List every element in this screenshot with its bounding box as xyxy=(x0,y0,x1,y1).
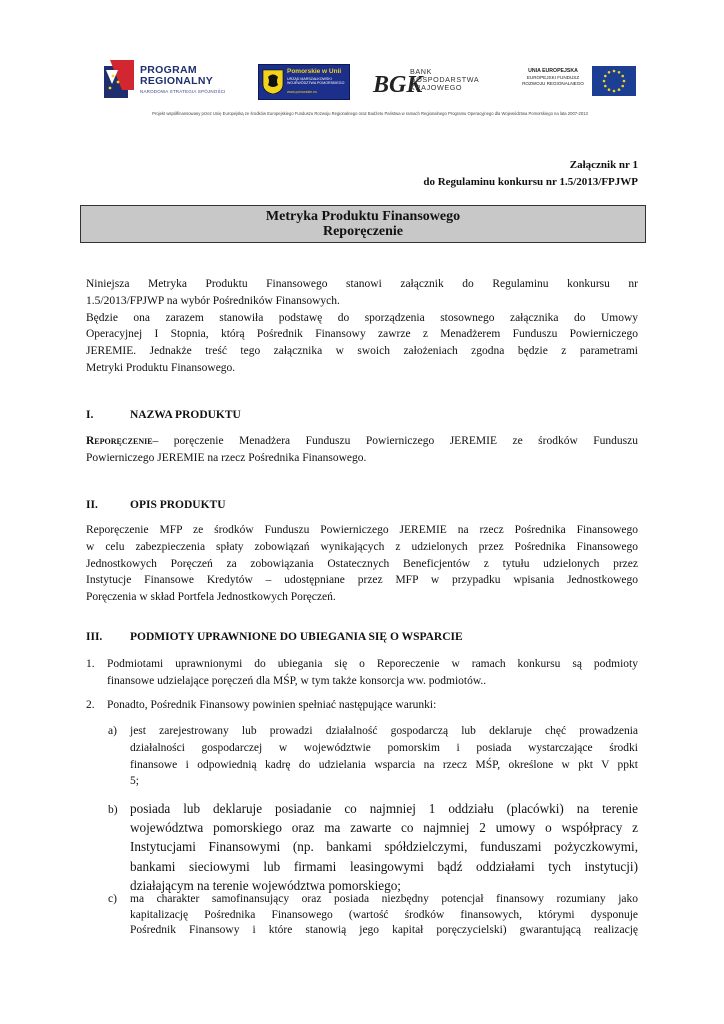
sub-b-marker: b) xyxy=(108,804,118,816)
program-regionalny-mark-icon xyxy=(104,60,134,100)
sub-a-line3: finansowe i odpowiednią kadrę do udzielania wsparcia na rzecz MŚP, określone w pkt V ppkt xyxy=(130,758,638,771)
section-2-title: OPIS PRODUKTU xyxy=(130,499,226,511)
section-1-line1-wrap xyxy=(86,433,638,450)
item-2-marker: 2. xyxy=(86,699,95,711)
section-2-line4: Instytucje Finansowe Kredytów – udostępniane przez MFP w przypadku wpisania Jednostkowego xyxy=(86,574,638,587)
program-line3: NARODOWA STRATEGIA SPÓJNOŚCI xyxy=(140,89,226,94)
intro-line2: 1.5/2013/FPJWP na wybór Pośredników Finansowych. xyxy=(86,294,340,307)
sub-c-marker: c) xyxy=(108,893,117,905)
document-subtitle: Reporęczenie xyxy=(322,224,404,239)
sub-c-line1: ma charakter samofinansujący oraz posiada niezbędny potencjał finansowy rozumiany jako xyxy=(130,893,638,905)
sub-b-line5: działającym na terenie województwa pomorskiego; xyxy=(130,877,401,893)
document-title-box xyxy=(80,205,646,243)
pomorskie-logo xyxy=(258,64,350,100)
sub-c-line2: kapitalizację Pośrednika Finansowego (wartość środków finansowych, którymi dysponuje xyxy=(130,908,638,921)
section-1-heading xyxy=(86,409,241,421)
pomorskie-crest-icon xyxy=(262,69,284,95)
eu-line3: ROZWOJU REGIONALNEGO xyxy=(522,81,584,86)
sub-a-line2: działalności gospodarczej w województwie pomorskim i posiada wystarczające środki xyxy=(130,741,638,754)
logo-bar xyxy=(100,58,640,104)
section-2-line5: Poręczenia w skład Portfela Jednostkowych Poręczeń. xyxy=(86,591,336,604)
annex-line2: do Regulaminu konkursu nr 1.5/2013/FPJWP xyxy=(423,175,638,188)
section-3-item-2 xyxy=(86,697,638,714)
bgk-line3: KRAJOWEGO xyxy=(410,83,463,92)
program-line2: REGIONALNY xyxy=(140,75,214,87)
intro-line6: Metryki Produktu Finansowego. xyxy=(86,361,236,374)
eu-flag-icon xyxy=(592,66,636,96)
section-1-number: I. xyxy=(86,409,94,421)
intro-line4: Operacyjnej I Stopnia, którą Pośrednik Finansowy zawrze z Menadżerem Funduszu Powierniczego xyxy=(86,328,638,341)
program-line1: PROGRAM xyxy=(140,64,197,76)
sub-b-line2: województwa pomorskiego oraz ma zawarte co najmniej 2 umowy o współpracy z xyxy=(130,820,638,836)
bgk-line1: BANK xyxy=(410,67,432,76)
section-2-line1: Reporęczenie MFP ze środków Funduszu Powierniczego JEREMIE na rzecz Pośrednika Finansowego xyxy=(86,524,638,536)
cofinancing-note: Projekt współfinansowany przez Unię Europejską ze środków Europejskiego Funduszu Rozwoju Regionalnego oraz Budżetu Państwa w ramach Regionalnego Programu Operacyjnego dla Województwa Pomorskiego na lata 2007-2013 xyxy=(152,111,588,116)
section-3-title: PODMIOTY UPRAWNIONE DO UBIEGANIA SIĘ O WSPARCIE xyxy=(130,631,463,643)
intro-line5: JEREMIE. Jednakże treść tego załącznika w swoich założeniach zgodna będzie z parametrami xyxy=(86,345,638,358)
sub-b-text xyxy=(130,799,638,895)
intro-paragraph xyxy=(86,276,638,377)
annex-line1: Załącznik nr 1 xyxy=(569,159,638,171)
item-1-marker: 1. xyxy=(86,658,95,670)
intro-line3: Będzie ona zarazem stanowiła podstawę do sporządzenia stosownego załącznika do Umowy xyxy=(86,311,638,324)
item-1-line1: Podmiotami uprawnionymi do ubiegania się o Reporeczenie w ramach konkursu są podmioty xyxy=(107,658,638,670)
section-2-line2: w celu zabezpieczenia spłaty zobowiązań wynikających z udzielonych przez Pośrednika Finansowego xyxy=(86,540,638,553)
intro-line1: Niniejsza Metryka Produktu Finansowego stanowi załącznik do Regulaminu konkursu nr xyxy=(86,278,638,290)
section-3-number: III. xyxy=(86,631,103,643)
pomorskie-line1: Pomorskie w Unii xyxy=(287,68,342,75)
sub-a-marker: a) xyxy=(108,725,117,737)
sub-item-c xyxy=(108,892,638,939)
pomorskie-line2: URZĄD MARSZAŁKOWSKI WOJEWÓDZTWA POMORSKIEGO xyxy=(287,77,345,86)
eu-logo xyxy=(518,58,640,104)
section-2-paragraph xyxy=(86,522,638,606)
eu-line2: EUROPEJSKI FUNDUSZ xyxy=(526,75,580,80)
sub-b-line3: Instytucjami Finansowymi (np. bankami spółdzielczymi, funduszami pożyczkowymi, xyxy=(130,839,638,855)
eu-line1: UNIA EUROPEJSKA xyxy=(528,68,578,74)
sub-a-line1: jest zarejestrowany lub prowadzi działalność gospodarczą lub deklaruje chęć prowadzenia xyxy=(130,725,638,737)
sub-item-b xyxy=(108,799,638,895)
sub-b-line1: posiada lub deklaruje posiadanie co najmniej 1 oddziału (placówki) na terenie xyxy=(130,801,638,816)
sub-c-line3: Pośrednik Finansowy i które stanowią jego kapitał poręczycielski) gwarantującą realizację xyxy=(130,924,638,937)
section-1-paragraph xyxy=(86,433,638,467)
item-1-text xyxy=(107,656,638,690)
item-1-line2: finansowe udzielające poręczeń dla MŚP, w tym także konsorcja ww. podmiotów.. xyxy=(107,674,487,687)
bgk-abbr: BGK xyxy=(373,72,423,98)
section-1-title: NAZWA PRODUKTU xyxy=(130,409,241,421)
program-regionalny-logo xyxy=(100,58,250,104)
sub-a-line4: 5; xyxy=(130,775,139,788)
bgk-logo xyxy=(372,58,492,104)
sub-item-a xyxy=(108,723,638,790)
document-title: Metryka Produktu Finansowego xyxy=(265,209,461,224)
annex-reference xyxy=(423,157,638,190)
item-2-line1: Ponadto, Pośrednik Finansowy powinien spełniać następujące warunki: xyxy=(107,699,437,711)
section-1-line2: Powierniczego JEREMIE na rzecz Pośrednika Finansowego. xyxy=(86,451,367,464)
sub-c-text xyxy=(130,892,638,939)
section-2-line3: Jednostkowych Poręczeń za zobowiązania Ostatecznych Beneficjentów z tytułu udzielonych przez xyxy=(86,557,638,570)
product-term: Reporęczenie xyxy=(86,435,153,447)
bgk-line2: GOSPODARSTWA xyxy=(410,75,480,84)
sub-b-line4: bankami sieciowymi lub firmami leasingowymi bądź oddziałami tych instytucji) xyxy=(130,858,638,874)
section-3-heading xyxy=(86,631,463,643)
section-3-item-1 xyxy=(86,656,638,690)
section-2-heading xyxy=(86,499,226,511)
sub-a-text xyxy=(130,723,638,790)
section-2-number: II. xyxy=(86,499,98,511)
section-1-line1: – poręczenie Menadżera Funduszu Powierniczego JEREMIE ze środków Funduszu xyxy=(152,435,638,447)
pomorskie-line3: www.pomorskie.eu xyxy=(287,90,318,94)
